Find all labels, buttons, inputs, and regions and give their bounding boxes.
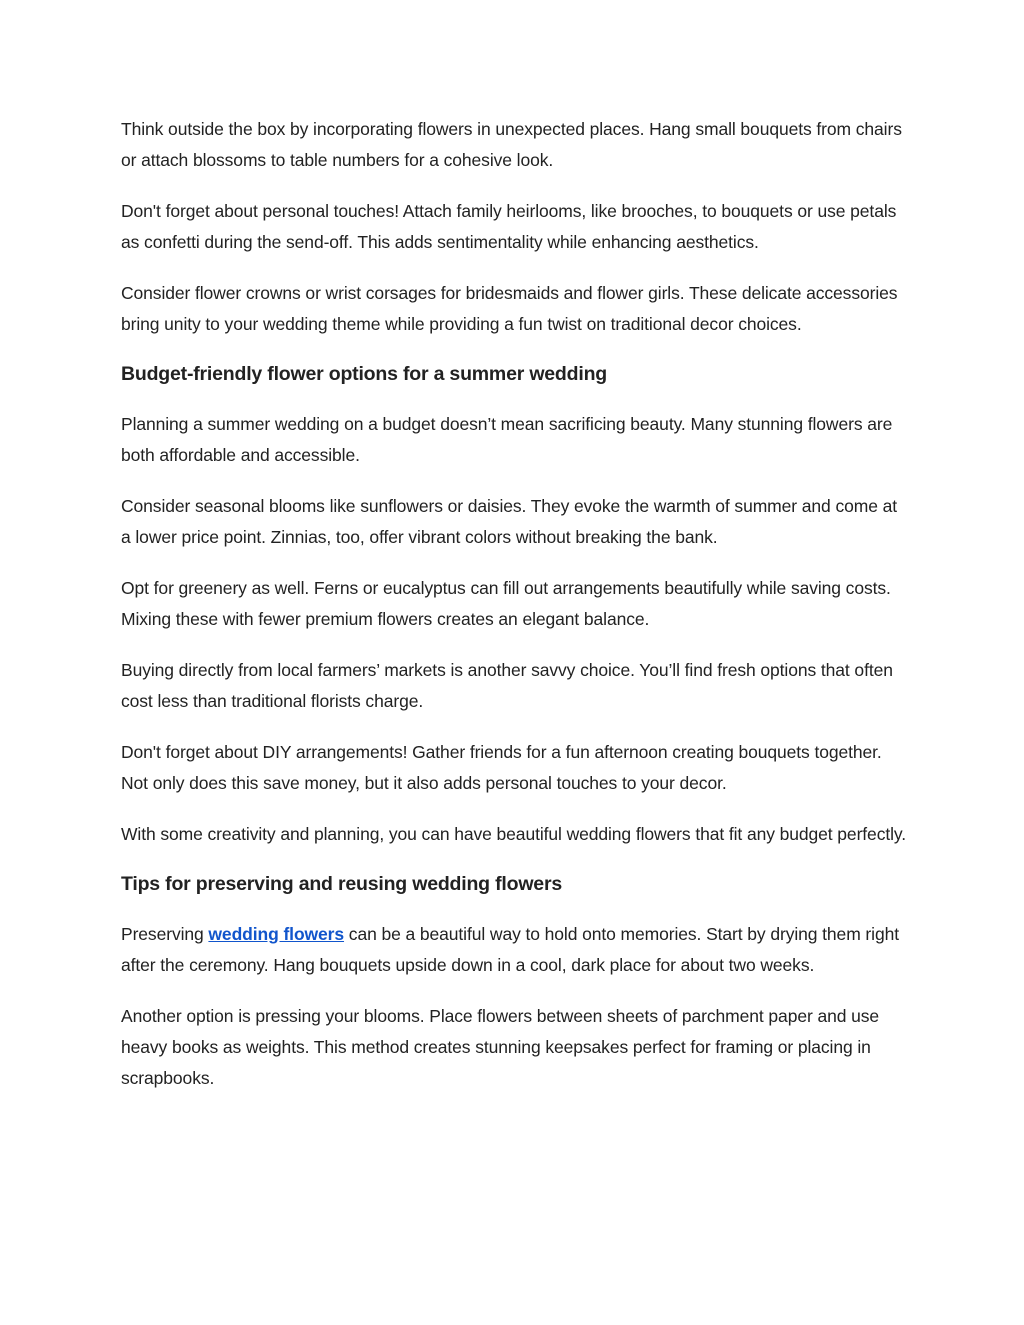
paragraph: Don't forget about personal touches! Attach family heirlooms, like brooches, to bouquets or use petals as confetti during the send-off. This adds sentimentality while enhancing aesthetics. [121,201,897,252]
paragraph-with-link [121,919,911,981]
section-heading-budget: Budget-friendly flower options for a summer wedding [121,363,607,385]
paragraph-text: Preserving [121,924,209,944]
section-heading-preserving: Tips for preserving and reusing wedding flowers [121,873,562,895]
paragraph: Opt for greenery as well. Ferns or eucalyptus can fill out arrangements beautifully while saving costs. Mixing these with fewer premium flowers creates an elegant balance. [121,578,891,629]
paragraph: Consider seasonal blooms like sunflowers or daisies. They evoke the warmth of summer and come at a lower price point. Zinnias, too, offer vibrant colors without breaking the bank. [121,496,897,547]
paragraph: With some creativity and planning, you can have beautiful wedding flowers that fit any budget perfectly. [121,824,907,844]
paragraph: Another option is pressing your blooms. Place flowers between sheets of parchment paper and use heavy books as weights. This method creates stunning keepsakes perfect for framing or placing in scrapbooks. [121,1006,880,1088]
paragraph: Consider flower crowns or wrist corsages for bridesmaids and flower girls. These delicate accessories bring unity to your wedding theme while providing a fun twist on traditional decor choices. [121,283,898,334]
wedding-flowers-link[interactable]: wedding flowers [208,924,345,944]
paragraph: Planning a summer wedding on a budget doesn’t mean sacrificing beauty. Many stunning flowers are both affordable and accessible. [121,414,893,465]
paragraph: Don't forget about DIY arrangements! Gather friends for a fun afternoon creating bouquets together. Not only does this save money, but it also adds personal touches to your decor. [121,742,882,793]
article-body [121,114,911,1114]
paragraph-text: can be a beautiful way to hold onto memories. Start by drying them right after the ceremony. Hang bouquets upside down in a cool, dark place for about two weeks. [121,924,899,975]
paragraph: Think outside the box by incorporating flowers in unexpected places. Hang small bouquets from chairs or attach blossoms to table numbers for a cohesive look. [121,119,902,170]
paragraph: Buying directly from local farmers’ markets is another savvy choice. You’ll find fresh options that often cost less than traditional florists charge. [121,660,893,711]
